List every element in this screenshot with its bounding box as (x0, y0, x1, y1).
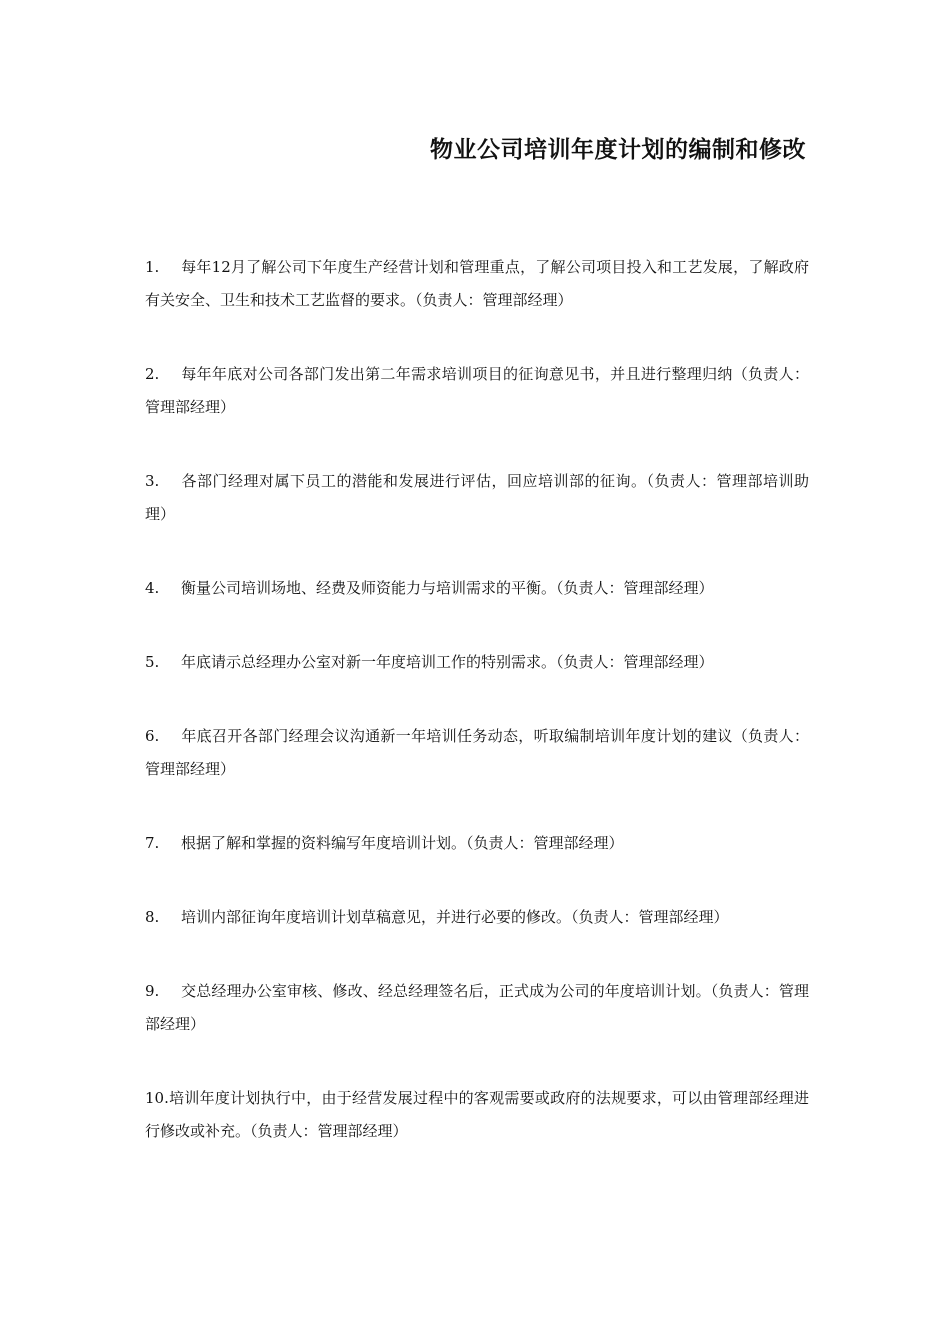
list-item (145, 572, 809, 605)
item-number: 1. (145, 258, 160, 276)
item-text: 培训年度计划执行中，由于经营发展过程中的客观需要或政府的法规要求，可以由管理部经理进行修改或补充。（负责人：管理部经理） (145, 1089, 809, 1140)
item-text: 衡量公司培训场地、经费及师资能力与培训需求的平衡。（负责人：管理部经理） (181, 579, 714, 597)
item-text: 交总经理办公室审核、修改、经总经理签名后，正式成为公司的年度培训计划。（负责人：管理部经理） (145, 982, 809, 1033)
list-item (145, 251, 809, 317)
item-text: 每年12月了解公司下年度生产经营计划和管理重点，了解公司项目投入和工艺发展，了解政府有关安全、卫生和技术工艺监督的要求。（负责人：管理部经理） (145, 258, 809, 309)
item-number: 6. (145, 727, 160, 745)
item-text: 年底召开各部门经理会议沟通新一年培训任务动态，听取编制培训年度计划的建议（负责人：管理部经理） (145, 727, 809, 778)
item-number: 7. (145, 834, 160, 852)
item-number: 9. (145, 982, 160, 1000)
list-item (145, 720, 809, 786)
item-number: 8. (145, 908, 160, 926)
item-number: 3. (145, 472, 160, 490)
item-text: 每年年底对公司各部门发出第二年需求培训项目的征询意见书，并且进行整理归纳（负责人：管理部经理） (145, 365, 809, 416)
item-number: 10. (145, 1089, 169, 1107)
list-item (145, 827, 809, 860)
item-number: 5. (145, 653, 160, 671)
item-text: 根据了解和掌握的资料编写年度培训计划。（负责人：管理部经理） (181, 834, 624, 852)
list-item (145, 465, 809, 531)
item-number: 4. (145, 579, 160, 597)
page-title: 物业公司培训年度计划的编制和修改 (430, 137, 806, 163)
list-item (145, 1082, 809, 1148)
list-item (145, 901, 809, 934)
list-item (145, 975, 809, 1041)
list-item (145, 646, 809, 679)
item-text: 培训内部征询年度培训计划草稿意见，并进行必要的修改。（负责人：管理部经理） (181, 908, 729, 926)
item-number: 2. (145, 365, 160, 383)
procedure-list (145, 251, 809, 1189)
list-item (145, 358, 809, 424)
item-text: 年底请示总经理办公室对新一年度培训工作的特别需求。（负责人：管理部经理） (181, 653, 714, 671)
item-text: 各部门经理对属下员工的潜能和发展进行评估，回应培训部的征询。（负责人：管理部培训助理） (145, 472, 809, 523)
